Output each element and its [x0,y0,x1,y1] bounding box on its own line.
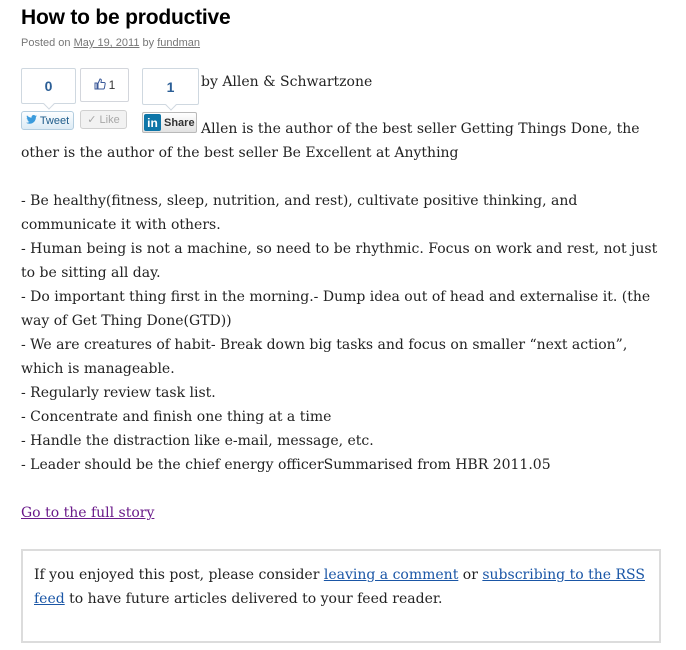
tweet-label: Tweet [39,114,70,127]
thumbs-up-icon [94,78,106,93]
article-body [21,141,661,477]
list-item: - Handle the distraction like e-mail, message, etc. [21,433,374,449]
like-button[interactable] [80,110,127,129]
article-byline: by Allen & Schwartzone [201,74,373,90]
list-item: - Be healthy(fitness, sleep, nutrition, and rest), cultivate positive thinking, and communicate it with others. [21,193,578,233]
linkedin-icon: in [144,114,161,131]
author-link[interactable]: fundman [157,37,201,49]
tweet-count: 0 [21,68,76,104]
list-item: - We are creatures of habit- Break down big tasks and focus on smaller “next action”, which is manageable. [21,337,628,377]
linkedin-count: 1 [142,68,199,105]
full-story-link[interactable]: Go to the full story [21,505,155,521]
post-title: How to be productive [21,6,231,29]
notice-text-before: If you enjoyed this post, please consider [34,567,324,583]
post-meta [21,37,200,49]
post-date-link[interactable]: May 19, 2011 [73,37,140,49]
list-item: - Regularly review task list. [21,385,216,401]
notice-text-after: to have future articles delivered to your feed reader. [64,591,443,607]
bird-icon [26,115,37,127]
rss-subscribe-link[interactable]: subscribing to the RSS feed [34,567,645,607]
notice-text-middle: or [458,567,483,583]
like-count-box [80,68,129,102]
leave-comment-link[interactable]: leaving a comment [323,567,459,583]
like-count: 1 [108,78,116,92]
intro-line-2: other is the author of the best seller Be Excellent at Anything [21,145,459,161]
list-item: - Human being is not a machine, so need to be rhythmic. Focus on work and rest, not just to be sitting all day. [21,241,658,281]
list-item: - Leader should be the chief energy officerSummarised from HBR 2011.05 [21,457,551,473]
check-icon: ✓ [87,114,97,126]
intro-line-1: Allen is the author of the best seller Getting Things Done, the [201,121,640,137]
like-label: Like [99,113,120,126]
subscribe-text [34,563,648,611]
subscribe-notice [21,549,661,643]
tweet-button[interactable] [21,111,74,130]
posted-on-label: Posted on [21,37,71,49]
share-label: Share [164,116,195,129]
list-item: - Concentrate and finish one thing at a time [21,409,332,425]
by-label: by [142,37,155,49]
linkedin-share-button[interactable] [142,112,197,133]
list-item: - Do important thing first in the morning.- Dump idea out of head and externalise it. (the way of Get Thing Done(GTD)) [21,289,651,329]
